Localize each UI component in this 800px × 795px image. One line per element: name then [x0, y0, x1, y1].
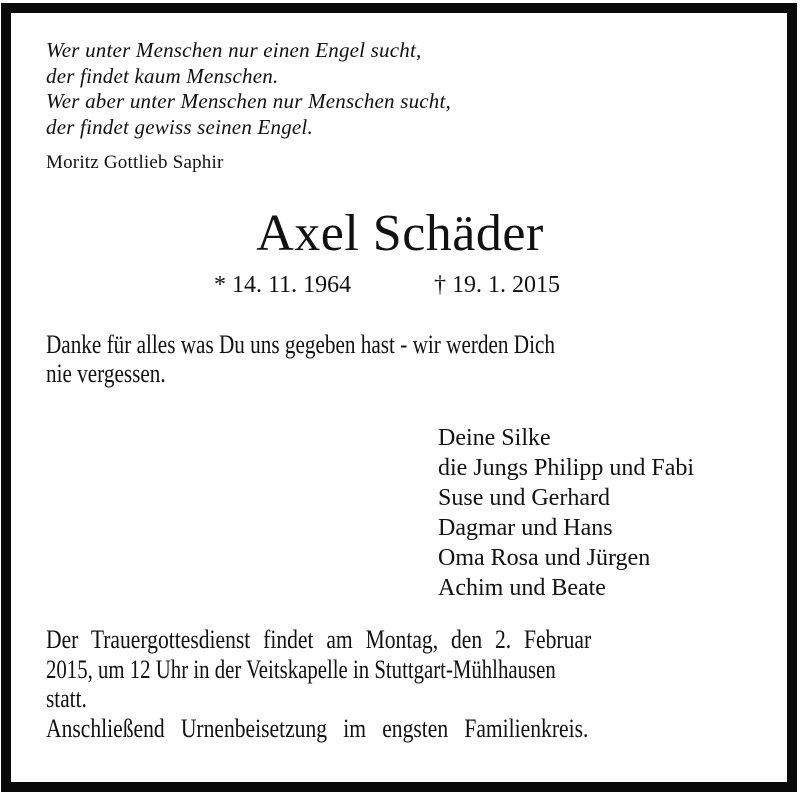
family-member: die Jungs Philipp und Fabi	[438, 455, 695, 481]
death-date: † 19. 1. 2015	[434, 272, 560, 298]
service-line: 2015, um 12 Uhr in der Veitskapelle in Stuttgart-Mühlhausen	[46, 654, 556, 684]
quote-line: Wer aber unter Menschen nur Menschen sucht,	[46, 89, 451, 113]
family-list	[438, 423, 694, 603]
deceased-name: Axel Schäder	[256, 205, 544, 262]
family-member: Oma Rosa und Jürgen	[438, 545, 651, 571]
family-member: Achim und Beate	[438, 575, 606, 601]
quote-line: der findet kaum Menschen.	[46, 63, 279, 88]
quote-line: der findet gewiss seinen Engel.	[46, 114, 313, 139]
quote-line: Wer unter Menschen nur einen Engel sucht,	[46, 38, 422, 62]
quote-author: Moritz Gottlieb Saphir	[46, 152, 224, 173]
service-line: statt.	[46, 684, 87, 713]
thanks-text	[46, 330, 756, 388]
thanks-line: Danke für alles was Du uns gegeben hast - wir werden Dich	[46, 330, 555, 359]
quote-block	[46, 38, 451, 140]
family-member: Dagmar und Hans	[438, 515, 613, 541]
family-member: Deine Silke	[438, 425, 551, 451]
service-line: Der Trauergottesdienst findet am Montag, den 2. Februar	[46, 625, 592, 654]
service-announcement	[46, 625, 756, 743]
thanks-line: nie vergessen.	[46, 359, 166, 388]
birth-date: * 14. 11. 1964	[214, 272, 352, 298]
family-member: Suse und Gerhard	[438, 485, 610, 511]
service-line: Anschließend Urnenbeisetzung im engsten Familienkreis.	[46, 713, 589, 743]
